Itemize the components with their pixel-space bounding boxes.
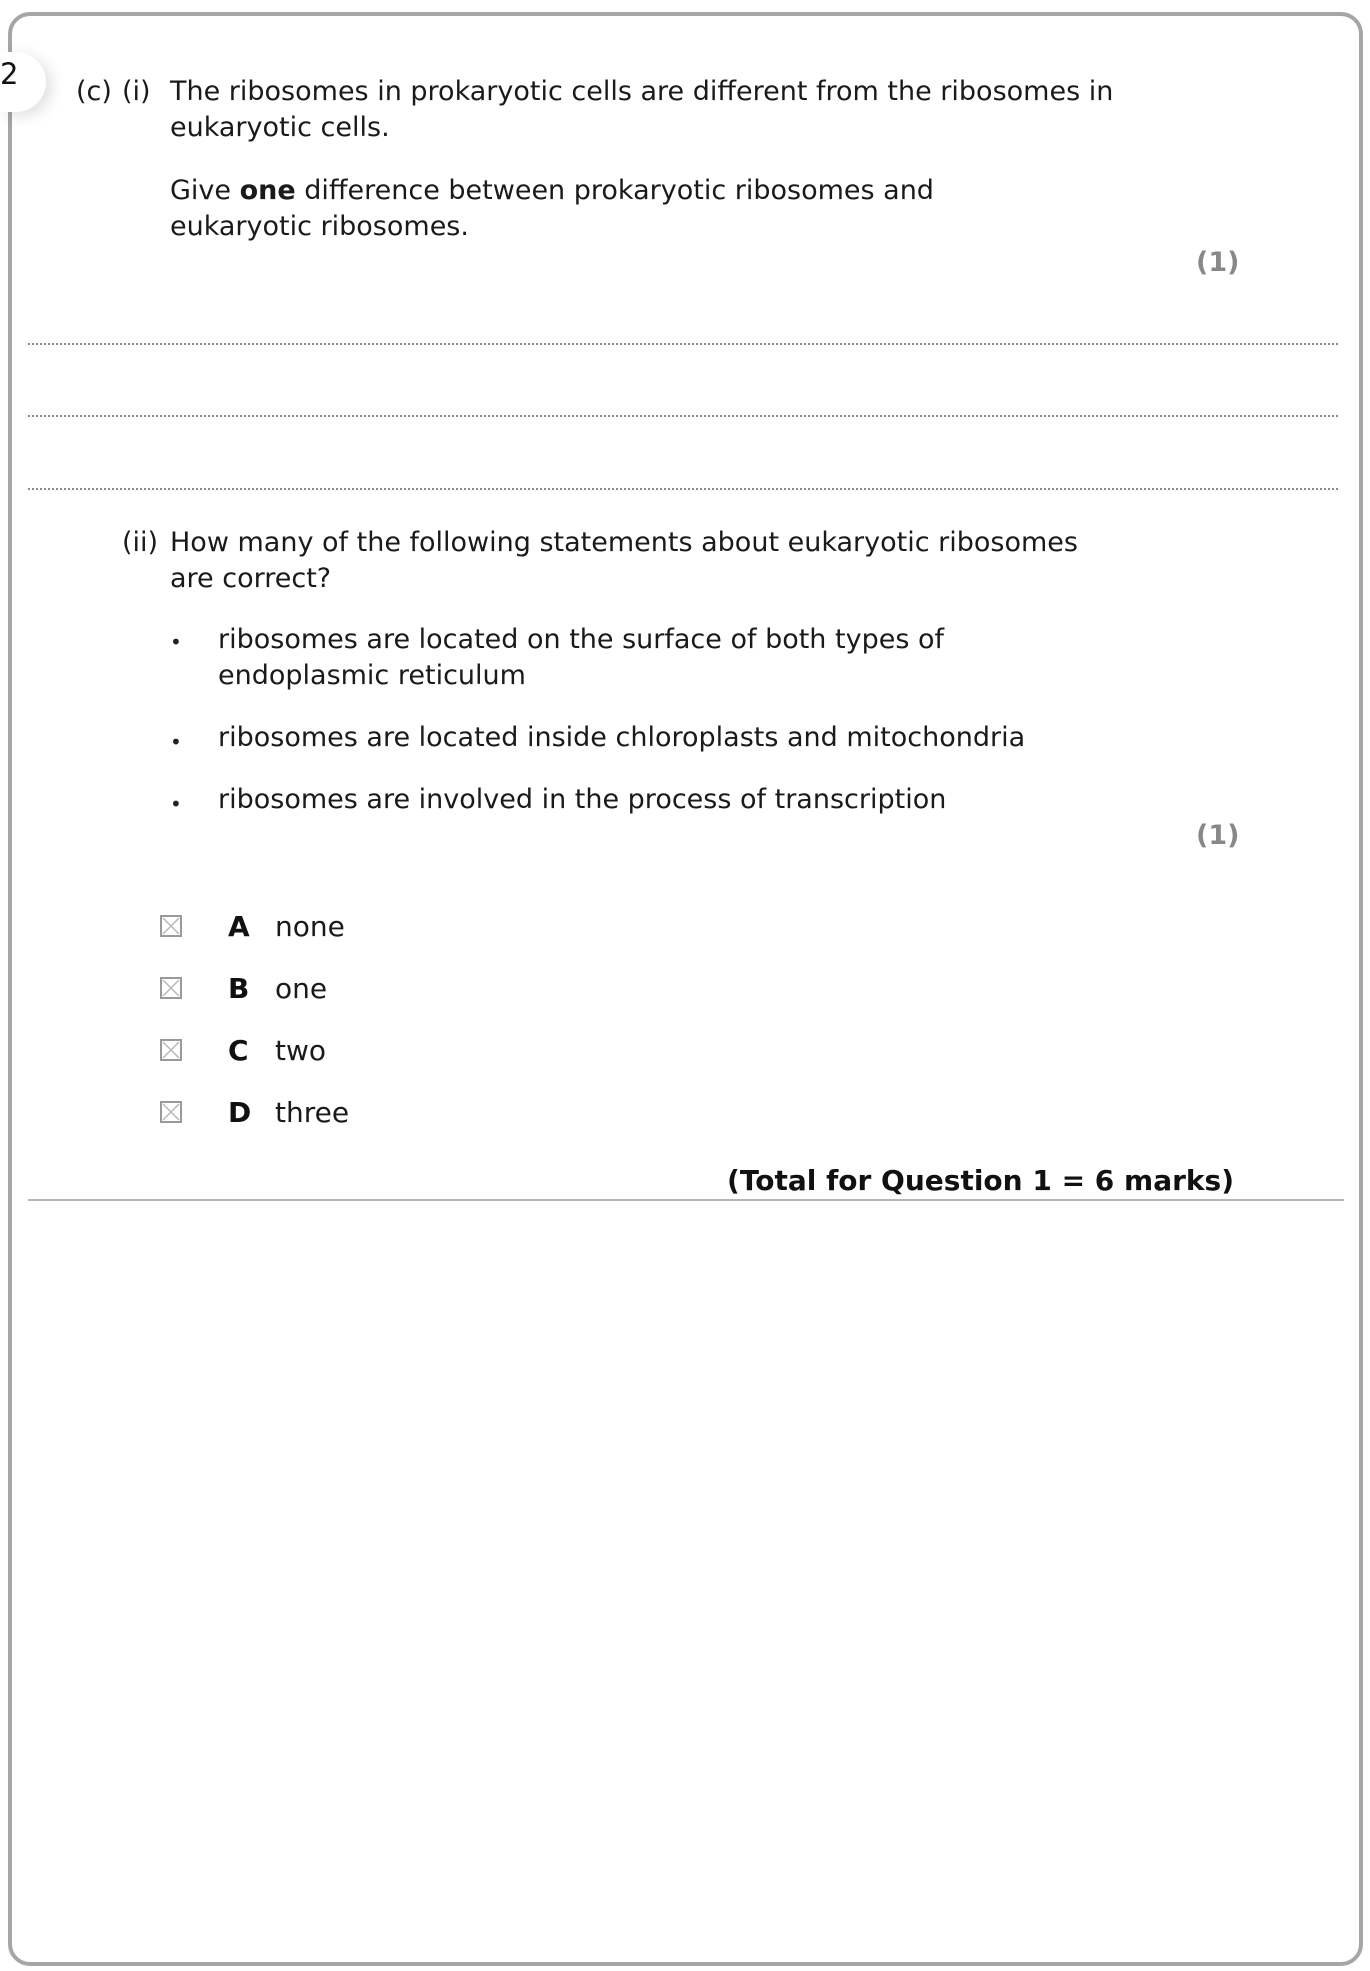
question-c-i-line2: eukaryotic cells. — [170, 112, 390, 143]
question-c-i-line1: The ribosomes in prokaryotic cells are different from the ribosomes in — [170, 76, 1114, 107]
bullet-3: • — [170, 792, 182, 816]
bullet-1: • — [170, 630, 182, 654]
marks-c-i: (1) — [1196, 247, 1240, 278]
option-c-checkbox[interactable] — [160, 1039, 182, 1061]
cross-icon — [162, 1041, 180, 1059]
question-ii-line1: How many of the following statements about eukaryotic ribosomes — [170, 527, 1078, 558]
page-number: 2 — [0, 52, 46, 112]
bullet-2: • — [170, 730, 182, 754]
option-b-checkbox[interactable] — [160, 977, 182, 999]
instruction-post: difference between prokaryotic ribosomes and — [304, 175, 934, 206]
cross-icon — [162, 917, 180, 935]
option-b-text: one — [275, 972, 328, 1005]
page-frame — [8, 12, 1363, 1966]
answer-line-1[interactable] — [28, 343, 1338, 345]
answer-line-3[interactable] — [28, 488, 1338, 490]
answer-line-2[interactable] — [28, 415, 1338, 417]
option-d-letter: D — [228, 1096, 252, 1129]
part-i-label: (i) — [122, 76, 151, 107]
statement-1-line1: ribosomes are located on the surface of both types of — [218, 624, 944, 655]
instruction-line1 — [170, 173, 934, 209]
option-b-letter: B — [228, 972, 250, 1005]
option-a-letter: A — [228, 910, 250, 943]
question-ii-line2: are correct? — [170, 563, 332, 594]
statement-1-line2: endoplasmic reticulum — [218, 660, 526, 691]
part-c-label: (c) — [76, 76, 112, 107]
option-c-text: two — [275, 1034, 327, 1067]
instruction-line2: eukaryotic ribosomes. — [170, 211, 469, 242]
cross-icon — [162, 979, 180, 997]
option-d-checkbox[interactable] — [160, 1101, 182, 1123]
question-total: (Total for Question 1 = 6 marks) — [727, 1164, 1234, 1197]
part-ii-label: (ii) — [122, 527, 159, 558]
statement-3: ribosomes are involved in the process of transcription — [218, 784, 947, 815]
marks-ii: (1) — [1196, 820, 1240, 851]
instruction-bold: one — [239, 175, 296, 206]
instruction-pre: Give — [170, 175, 232, 206]
divider — [28, 1199, 1344, 1201]
option-c-letter: C — [228, 1034, 249, 1067]
cross-icon — [162, 1103, 180, 1121]
option-a-checkbox[interactable] — [160, 915, 182, 937]
option-a-text: none — [275, 910, 345, 943]
statement-2: ribosomes are located inside chloroplasts and mitochondria — [218, 722, 1026, 753]
option-d-text: three — [275, 1096, 350, 1129]
